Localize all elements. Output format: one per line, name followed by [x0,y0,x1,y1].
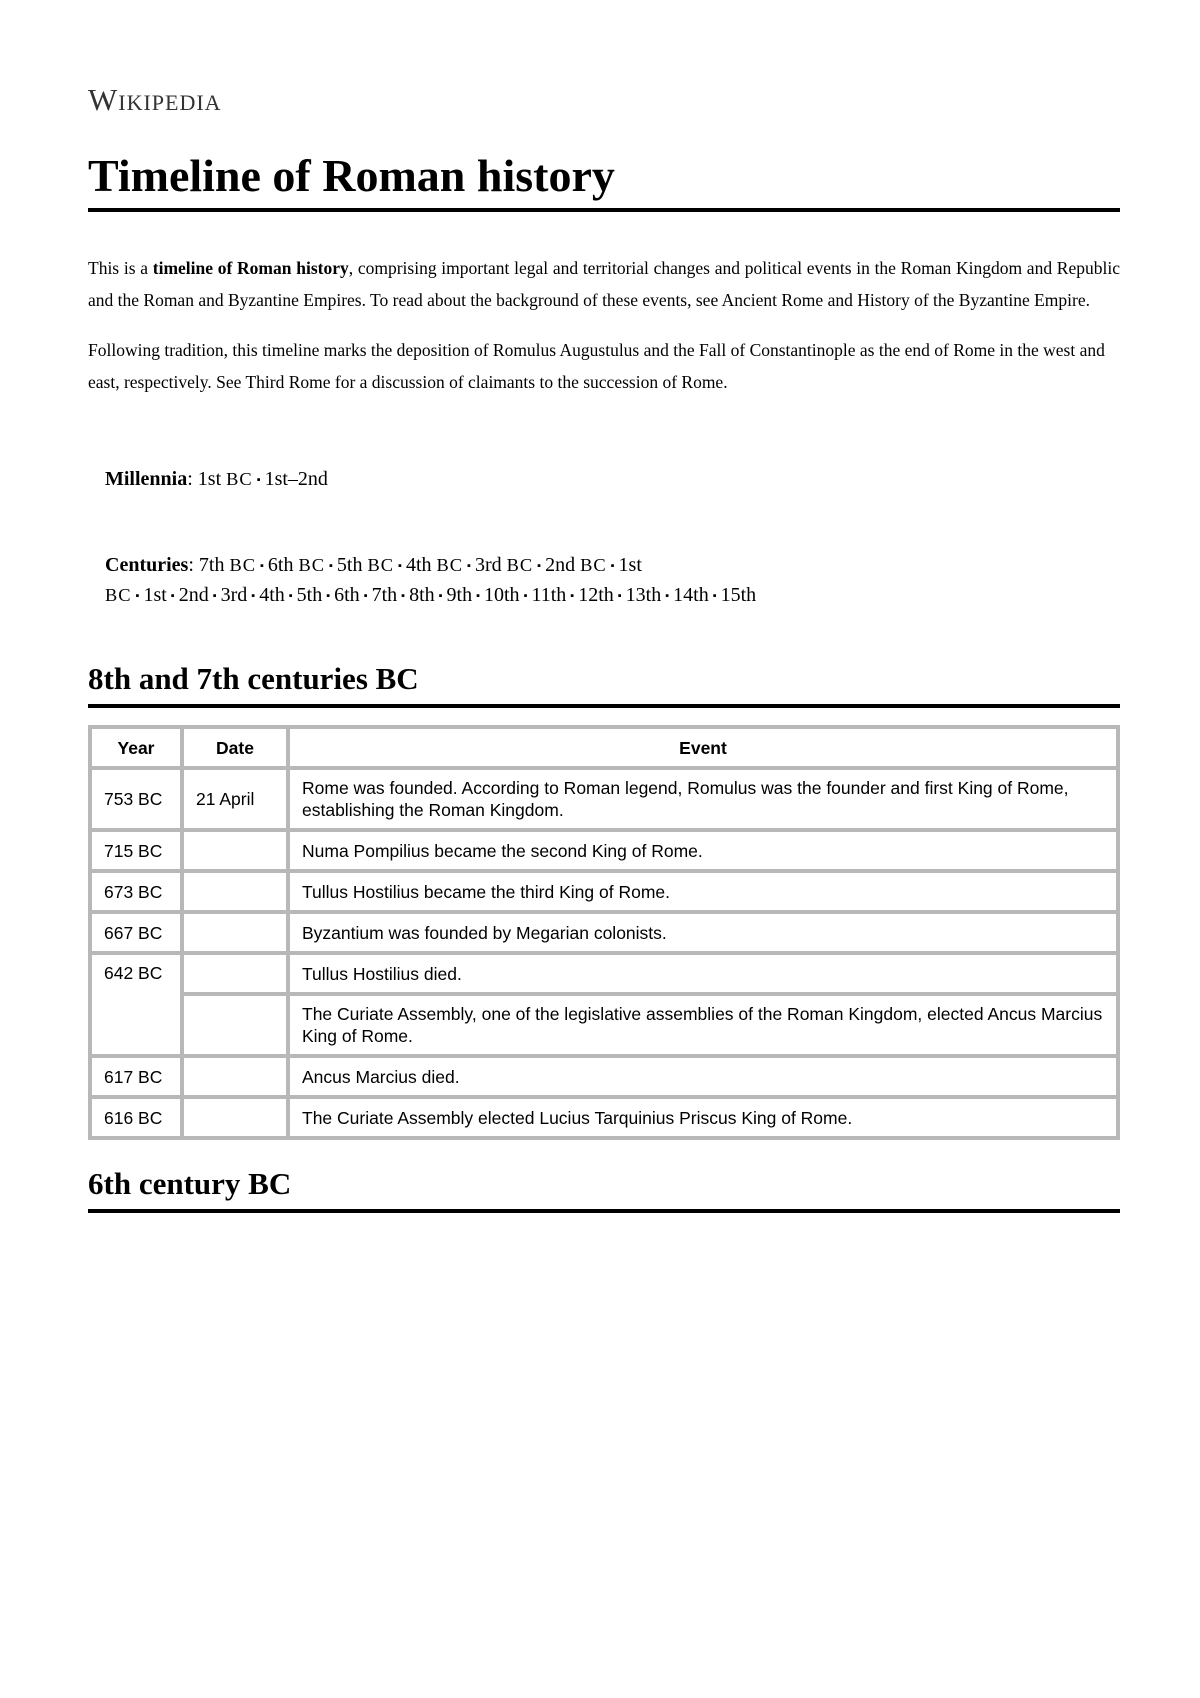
year-cell: 667 BC [90,912,182,953]
date-cell [182,994,288,1056]
millennia-label: Millennia [105,468,188,490]
century-link[interactable]: 5th [296,584,323,606]
section-heading-8th-7th-centuries-bc: 8th and 7th centuries BC [88,660,1120,708]
nav-separator: ▪ [135,590,140,602]
column-header-year: Year [90,727,182,768]
table-row [90,953,1118,994]
event-cell: The Curiate Assembly, one of the legislative assemblies of the Roman Kingdom, elected Ancus Marcius King of Rome. [288,994,1118,1056]
table-row [90,871,1118,912]
century-link[interactable]: 5th BC [336,554,395,576]
century-link[interactable]: 3rd BC [474,554,534,576]
intro-paragraph-2: Following tradition, this timeline marks the deposition of Romulus Augustulus and the Fall of Constantinople as the end of Rome in the west and east, respectively. See Third Rome for a discussion of claimants to the succession of Rome. [88,340,1105,392]
century-link[interactable]: 10th [484,584,520,606]
century-link[interactable]: 1st BC [105,554,642,605]
intro-text-start: This is a [88,258,153,278]
nav-separator: ▪ [617,590,622,602]
table-row [90,1097,1118,1138]
century-link[interactable]: 7th BC [198,554,256,576]
nav-separator: ▪ [712,590,717,602]
nav-separator: ▪ [610,560,615,572]
year-cell: 673 BC [90,871,182,912]
century-link[interactable]: 14th [673,584,709,606]
nav-separator: ▪ [326,590,331,602]
date-cell [182,953,288,994]
nav-separator: ▪ [467,560,471,572]
intro [88,252,1120,416]
date-cell [182,912,288,953]
millennium-link[interactable]: 1st–2nd [264,468,328,490]
nav-separator: ▪ [212,590,217,602]
table-header-row [90,727,1118,768]
event-cell: Ancus Marcius died. [288,1056,1118,1097]
century-link[interactable]: 3rd [220,584,248,606]
event-cell: Numa Pompilius became the second King of Rome. [288,830,1118,871]
event-cell: Tullus Hostilius died. [288,953,1118,994]
intro-bold-term: timeline of Roman history [152,258,349,278]
wikipedia-logo[interactable]: Wikipedia [88,82,222,117]
century-link[interactable]: 12th [578,584,614,606]
page-title: Timeline of Roman history [88,148,1120,212]
century-link[interactable]: 11th [531,584,567,606]
table-row [90,830,1118,871]
century-link[interactable]: 7th [371,584,398,606]
century-link[interactable]: 2nd BC [545,554,607,576]
nav-separator: ▪ [523,590,528,602]
event-cell: Byzantium was founded by Megarian colonists. [288,912,1118,953]
century-link[interactable]: 9th [446,584,473,606]
year-cell: 715 BC [90,830,182,871]
event-cell: Tullus Hostilius became the third King of Rome. [288,871,1118,912]
century-link[interactable]: 4th [259,584,285,606]
millennia-nav: Millennia: 1st BC ▪ 1st–2nd [105,468,328,490]
nav-separator: ▪ [363,590,368,602]
table-row [90,912,1118,953]
nav-separator: ▪ [251,590,256,602]
nav-separator: ▪ [476,590,480,602]
nav-separator: ▪ [170,590,175,602]
century-link[interactable]: 15th [720,584,757,606]
centuries-label: Centuries [105,554,189,576]
nav-separator: ▪ [260,560,264,572]
column-header-event: Event [288,727,1118,768]
year-cell: 616 BC [90,1097,182,1138]
date-cell: 21 April [182,768,288,830]
table-row [90,994,1118,1056]
nav-separator: ▪ [329,560,333,572]
nav-separator: ▪ [288,590,293,602]
intro-paragraph-1 [88,252,1120,316]
millennium-link[interactable]: 1st BC [197,468,253,490]
date-cell [182,830,288,871]
nav-separator: ▪ [665,590,670,602]
year-cell: 617 BC [90,1056,182,1097]
century-link[interactable]: 6th BC [267,554,326,576]
centuries-nav: Centuries: 7th BC ▪ 6th BC ▪ 5th BC ▪ 4th BC ▪ 3rd BC ▪ 2nd BC ▪ 1st BC ▪ 1st ▪ 2nd ▪ 3rd ▪ 4th ▪ 5th ▪ 6th ▪ 7th ▪ 8th ▪ 9th ▪ 10th ▪ 11th ▪ 12th ▪ 13th ▪ 14th ▪ 15th [105,554,757,606]
century-link[interactable]: 4th BC [405,554,464,576]
nav-separator: ▪ [438,590,443,602]
column-header-date: Date [182,727,288,768]
millennia-links [198,468,328,490]
nav-separator: ▪ [256,474,261,486]
event-cell: Rome was founded. According to Roman legend, Romulus was the founder and first King of Rome, establishing the Roman Kingdom. [288,768,1118,830]
century-link[interactable]: 1st [143,584,167,606]
centuries-links [105,554,756,606]
table-row [90,1056,1118,1097]
date-cell [182,1097,288,1138]
nav-separator: ▪ [401,590,406,602]
event-cell: The Curiate Assembly elected Lucius Tarquinius Priscus King of Rome. [288,1097,1118,1138]
date-cell [182,1056,288,1097]
nav-separator: ▪ [570,590,575,602]
timeline-table [88,725,1120,1140]
date-cell [182,871,288,912]
century-link[interactable]: 13th [625,584,662,606]
century-link[interactable]: 6th [334,584,360,606]
table-row [90,768,1118,830]
year-cell: 642 BC [90,953,182,1056]
century-link[interactable]: 8th [409,584,435,606]
century-link[interactable]: 2nd [178,584,209,606]
intro-text-rest: , comprising important legal and territorial changes and political events in the Roman Kingdom and Republic and the Roman and Byzantine Empires. To read about the background of these events, see Ancient Rome and History of the Byzantine Empire. [88,258,1120,310]
year-cell: 753 BC [90,768,182,830]
nav-separator: ▪ [398,560,402,572]
nav-separator: ▪ [537,560,542,572]
section-heading-6th-century-bc: 6th century BC [88,1165,1120,1213]
